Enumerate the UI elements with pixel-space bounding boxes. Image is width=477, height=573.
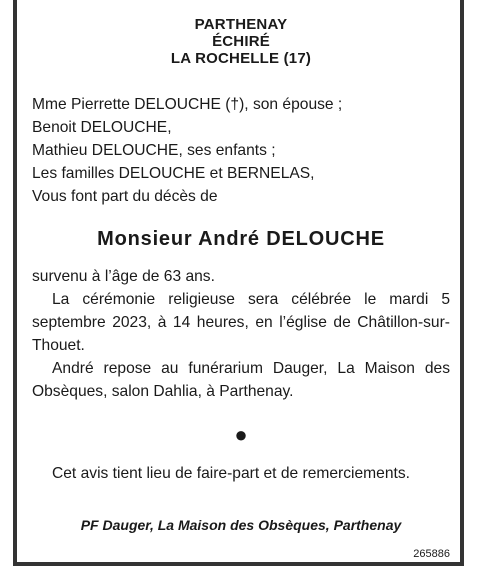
closing-text: Cet avis tient lieu de faire-part et de remerciements. [52, 465, 410, 482]
family-line: Benoit DELOUCHE, [32, 119, 172, 136]
family-list [32, 93, 450, 208]
closing-section [32, 462, 450, 485]
family-line: Vous font part du décès de [32, 188, 218, 205]
ceremony-paragraph: La cérémonie religieuse sera célébrée le mardi 5 septembre 2023, à 14 heures, en l’église de Châtillon-sur-Thouet. [32, 291, 450, 354]
details-section [32, 265, 450, 403]
family-line: Mme Pierrette DELOUCHE (†), son épouse ; [32, 96, 343, 113]
rest-paragraph: André repose au funérarium Dauger, La Maison des Obsèques, salon Dahlia, à Parthenay. [32, 360, 450, 400]
separator-bullet: ● [234, 422, 248, 447]
reference-number: 265886 [413, 548, 450, 560]
notice-content [32, 0, 450, 562]
funeral-home-signature: PF Dauger, La Maison des Obsèques, Parthenay [80, 517, 402, 533]
locations-header [32, 16, 450, 67]
location-line: LA ROCHELLE (17) [170, 50, 312, 67]
obituary-notice [13, 0, 464, 566]
family-line: Les familles DELOUCHE et BERNELAS, [32, 165, 315, 182]
location-line: ÉCHIRÉ [212, 33, 270, 50]
location-line: PARTHENAY [194, 16, 288, 33]
family-line: Mathieu DELOUCHE, ses enfants ; [32, 142, 276, 159]
age-statement: survenu à l’âge de 63 ans. [32, 268, 215, 285]
deceased-name: Monsieur André DELOUCHE [97, 228, 385, 250]
